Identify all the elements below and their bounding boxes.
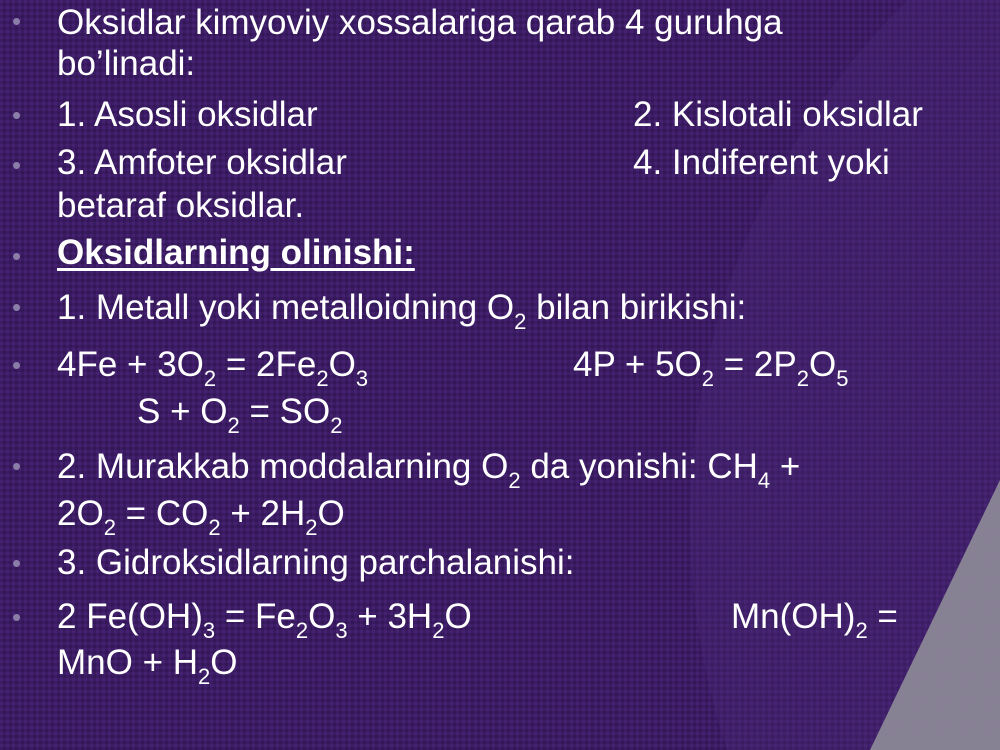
bullet-1: •: [12, 6, 22, 36]
bullet-9: •: [12, 602, 22, 632]
equation-phosphorus-oxide: $4P + 5O_2 = 2P_2O_5$: [573, 345, 849, 391]
group-acidic-oxides: 2. Kislotali oksidlar: [633, 95, 923, 134]
equation-iron-hydroxide: 2 $Fe(OH)_3 = Fe_2O_3 + 3H_2O$: [57, 597, 472, 643]
group-indifferent-oxides: 4. Indiferent yoki: [633, 143, 890, 182]
method-3: 3. Gidroksidlarning parchalanishi:: [57, 543, 575, 582]
equation-sulfur-dioxide: $S + O_2 = SO_2$: [137, 392, 343, 438]
group-basic-oxides: 1. Asosli oksidlar: [57, 95, 318, 134]
bullet-2: •: [12, 100, 22, 130]
group-amphoteric-oxides: 3. Amfoter oksidlar: [57, 143, 347, 182]
equation-manganese-hydroxide-cont: MnO + $H_2O$: [57, 643, 238, 689]
intro-line: Oksidlar kimyoviy xossalariga qarab 4 guruhga: [57, 3, 783, 42]
intro-line-cont: bo’linadi:: [57, 44, 196, 83]
group-indifferent-oxides-cont: betaraf oksidlar.: [57, 186, 305, 225]
equation-iron-oxide: $4Fe + 3O_2 = 2Fe_2O_3$: [57, 345, 369, 391]
method-2-equation: $2O_2 = CO_2 + 2H_2O$: [57, 494, 345, 540]
bullet-7: •: [12, 451, 22, 481]
section-heading: Oksidlarning olinishi:: [57, 233, 415, 272]
bullet-8: •: [12, 548, 22, 578]
bullet-4: •: [12, 241, 22, 271]
method-2: 2. Murakkab moddalarning $O_2$ da yonishi: $CH_4$ +: [57, 447, 801, 493]
equation-manganese-hydroxide: $Mn(OH)_2$ =: [731, 597, 898, 643]
method-1: 1. Metall yoki metalloidning $O_2$ bilan birikishi:: [57, 288, 747, 334]
bullet-6: •: [12, 350, 22, 380]
bullet-3: •: [12, 150, 22, 180]
bullet-5: •: [12, 292, 22, 322]
